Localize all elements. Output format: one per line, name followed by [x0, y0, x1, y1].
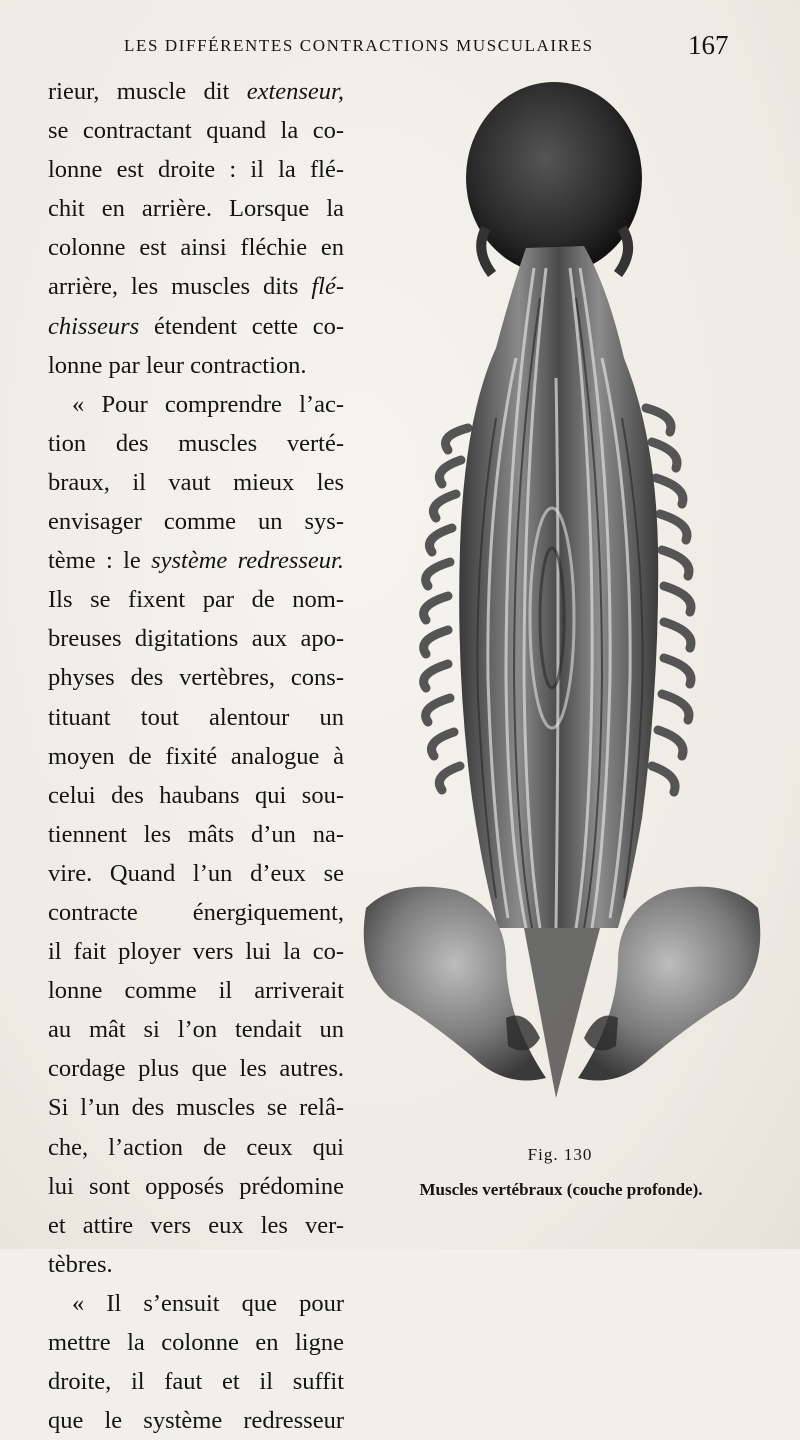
text-span: chit en arrière. Lorsque la	[48, 195, 344, 223]
text-span: il fait ployer vers lui la co-	[48, 938, 344, 966]
text-line	[48, 1167, 344, 1206]
text-span: contracte énergiquement,	[48, 898, 344, 926]
text-line	[48, 150, 344, 189]
text-span: rieur, muscle dit	[48, 78, 247, 105]
text-line	[48, 502, 344, 541]
text-line	[48, 385, 344, 424]
text-span: che, l’action de ceux qui	[48, 1133, 344, 1161]
figure-illustration	[356, 78, 768, 1118]
text-span: breuses digitations aux apo-	[48, 625, 344, 653]
text-span: envisager comme un sys-	[48, 508, 344, 536]
text-span: cordage plus que les autres.	[48, 1055, 344, 1083]
text-line	[48, 72, 344, 111]
text-span: colonne est ainsi fléchie en	[48, 234, 344, 262]
text-line	[48, 1088, 344, 1127]
text-span: Ils se fixent par de nom-	[48, 586, 344, 614]
text-span: se contractant quand la co-	[48, 117, 344, 145]
text-line	[48, 1401, 344, 1440]
text-line	[48, 1206, 344, 1245]
text-span: lonne par leur contraction.	[48, 351, 307, 379]
text-line	[48, 580, 344, 619]
text-line	[48, 971, 344, 1010]
text-span: lonne comme il arriverait	[48, 977, 344, 1005]
text-line	[48, 541, 344, 580]
text-line	[48, 267, 344, 306]
text-span: au mât si l’on tendait un	[48, 1016, 344, 1044]
text-span: arrière, les muscles dits	[48, 273, 312, 301]
text-line	[48, 228, 344, 267]
text-span: que le système redresseur	[48, 1407, 344, 1435]
text-line	[48, 1245, 344, 1284]
text-line	[48, 776, 344, 815]
text-span: lonne est droite : il la flé-	[48, 156, 344, 184]
text-span: « Pour comprendre l’ac-	[72, 390, 344, 418]
text-span: tèbres.	[48, 1250, 113, 1278]
text-line	[48, 424, 344, 463]
text-line	[48, 1323, 344, 1362]
figure-caption: Muscles vertébraux (couche profonde).	[419, 1180, 703, 1199]
italic-text: extenseur,	[246, 78, 344, 105]
text-line	[48, 111, 344, 150]
text-line	[48, 658, 344, 697]
text-line	[48, 1128, 344, 1167]
text-line	[48, 854, 344, 893]
text-span: physes des vertèbres, cons-	[48, 664, 344, 692]
text-span: celui des haubans qui sou-	[48, 781, 344, 809]
page-number: 167	[688, 30, 729, 60]
italic-text: chisseurs	[48, 312, 140, 340]
text-span: et attire vers eux les ver-	[48, 1211, 344, 1239]
running-title: LES DIFFÉRENTES CONTRACTIONS MUSCULAIRES	[124, 36, 594, 55]
muscle-engraving-illustration	[356, 78, 768, 1118]
text-span: droite, il faut et il suffit	[48, 1368, 344, 1396]
text-line	[48, 815, 344, 854]
text-line	[48, 619, 344, 658]
text-line	[48, 1362, 344, 1401]
text-span: braux, il vaut mieux les	[48, 468, 344, 496]
text-span: moyen de fixité analogue à	[48, 742, 344, 770]
text-line	[48, 1049, 344, 1088]
italic-text: système redresseur.	[151, 547, 344, 575]
text-line	[48, 698, 344, 737]
text-line	[48, 893, 344, 932]
figure-number: Fig. 130	[527, 1145, 593, 1164]
text-line	[48, 932, 344, 971]
text-span: tiennent les mâts d’un na-	[48, 820, 344, 848]
text-span: mettre la colonne en ligne	[48, 1329, 344, 1356]
text-line	[48, 1010, 344, 1049]
text-line	[48, 737, 344, 776]
text-line	[48, 463, 344, 502]
text-span: Si l’un des muscles se relâ-	[48, 1094, 344, 1122]
text-line	[48, 1284, 344, 1323]
italic-text: flé-	[311, 273, 344, 301]
text-span: vire. Quand l’un d’eux se	[48, 859, 344, 887]
skull	[466, 82, 642, 274]
text-span: tituant tout alentour un	[48, 703, 344, 731]
text-span: étendent cette co-	[139, 312, 344, 340]
text-line	[48, 307, 344, 346]
text-span: tème : le	[48, 547, 152, 575]
text-span: tion des muscles verté-	[48, 429, 344, 457]
text-line	[48, 346, 344, 385]
body-text-column	[48, 72, 344, 1440]
text-span: « Il s’ensuit que pour	[72, 1289, 344, 1317]
text-span: lui sont opposés prédomine	[48, 1172, 344, 1200]
text-line	[48, 189, 344, 228]
